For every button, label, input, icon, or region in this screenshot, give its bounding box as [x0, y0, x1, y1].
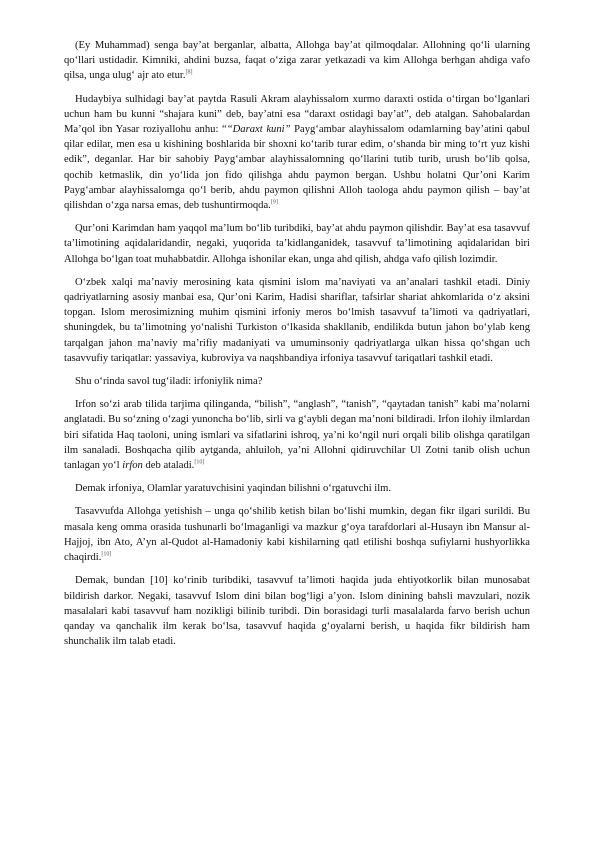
paragraph-text: Demak irfoniya, Olamlar yaratuvchisini yaqindan bilishni o‘rgatuvchi ilm.	[75, 483, 392, 495]
paragraph-9	[64, 573, 530, 649]
paragraph-text: Qur’oni Karimdan ham yaqqol ma’lum bo‘lib turibdiki, bay’at ahdu paymon qilishdir. Bay’at esa tasavvuf ta’limotining aqidalaridandir, negaki, yuqorida ta’kidlanganidek, tasavvuf ta’limotining aqidalaridan biri Allohga bo‘lgan toat muhabbatdir. Allohga ishonilar ekan, unga ahd qilish, ahdga vafo qilish lozimdir.	[64, 223, 530, 265]
footnote-ref[interactable]: [9]	[270, 199, 278, 206]
footnote-ref[interactable]: [10]	[101, 551, 112, 558]
paragraph-4	[64, 275, 530, 366]
paragraph-text: Payg‘ambar alayhissalom odamlarning bay’atini qabul qilar edilar, men esa u kishining boshlarida bir shoxni ko‘tarib turar edim, o‘shanda bir ming to‘rt yuz kishi edik”, deganlar. Har bir sahobiy Payg‘ambar alayhissalomning qo‘llarini tutib turib, urush bo‘lib qolsa, qochib ketmaslik, din yo‘lida jon fido qilishga ahdu paymon bergan. Ushbu holatni Qur’oni Karim Payg‘ambar alayhissalomga qo‘l berib, ahdu paymon qilishni Alloh taologa ahdu paymon qilish – bay’at qilishdan o‘zga narsa emas, deb tushuntirmoqda.	[64, 124, 530, 212]
paragraph-2	[64, 92, 530, 214]
emphasis-text: irfon	[122, 460, 143, 472]
document-body	[64, 38, 530, 657]
paragraph-text: Demak, bundan [10] ko‘rinib turibdiki, tasavvuf ta’limoti haqida juda ehtiyotkorlik bilan munosabat bildirish darkor. Negaki, tasavvuf Islom dini bilan bog‘ligi a’yon. Islom dinining bahsli mavzulari, nozik masalalari kabi tasavvuf ham nozikligi bilinib turibdi. Din borasidagi turli masalalarda farvo berish uchun qanday va qanchalik ilm kerak bo‘lsa, tasavvuf haqida g‘oyalarni berish, u haqida fikr bildirish ham shunchalik ilm talab etadi.	[64, 575, 530, 648]
paragraph-text: Irfon so‘zi arab tilida tarjima qilinganda, “bilish”, “anglash”, “tanish”, “qaytadan tanish” kabi ma’nolarni anglatadi. Bu so‘zning o‘zagi yunoncha bo‘lib, sirli va g‘aybli degan ma’noni bildiradi. Irfon ilohiy ilmlardan biri sifatida Haq taoloni, uning ismlari va sifatlarini ishroq, ya’ni ko‘ngil nuri orqali bilib olishga qaratilgan ilm sanaladi. Boshqacha qilib aytganda, ahluiloh, ya’ni Allohni qidiruvchilar Ul Zotni tanib olish uchun tanlagan yo‘l	[64, 399, 530, 472]
paragraph-1	[64, 38, 530, 84]
paragraph-text: (Ey Muhammad) senga bay’at berganlar, albatta, Allohga bay’at qilmoqdalar. Allohning qo‘li ularning qo‘llari ustidadir. Kimniki, ahdini buzsa, faqat o‘ziga zarar yetkazadi va kim Allohga berhgan ahdiga vafo qilsa, unga ulug‘ ajr ato etur.	[64, 40, 530, 82]
paragraph-text: Shu o‘rinda savol tug‘iladi: irfoniylik nima?	[75, 376, 263, 388]
paragraph-6	[64, 397, 530, 473]
paragraph-5	[64, 374, 530, 389]
paragraph-8	[64, 504, 530, 565]
paragraph-7	[64, 481, 530, 496]
footnote-ref[interactable]: [10]	[194, 459, 205, 466]
paragraph-3	[64, 221, 530, 267]
emphasis-text: “Daraxt kuni”	[226, 124, 291, 136]
paragraph-text: Hudaybiya sulhidagi bay’at paytda Rasuli Akram alayhissalom xurmo daraxti ostida o‘tirgan bo‘lganlari uchun ham bu kunni “shajara kuni” deb, bay’atni esa “daraxt ostidagi bay’at”, deb atalgan. Sahobalardan Ma’qol ibn Yasar roziyallohu anhu: “	[64, 93, 530, 136]
footnote-ref[interactable]: [8]	[185, 69, 193, 76]
paragraph-text: O‘zbek xalqi ma’naviy merosining kata qismini islom ma’naviyati va an’analari tashkil etadi. Diniy qadriyatlarning asosiy manbai esa, Qur’oni Karim, Hadisi shariflar, tafsirlar shariat ahkomlarida o‘z aksini topgan. Islom merosimizning muhim qismini irfoniy meros bo‘lmish tasavvuf ta’limoti va qadriyatlari, shuningdek, bu ta’limotning yo‘nalishi Turkiston o‘lkasida shakllanib, endilikda butun jahon bo‘ylab keng tarqalgan jahon ma’naviy ma’rifiy madaniyati va umuminsoniy qadriyatlarga ulkan hissa qo‘shgan uch tasavvufiy tariqatlar: yassaviya, kubroviya va naqshbandiya irfoniya tasavvuf tariqatlari tashkil etadi.	[64, 276, 530, 364]
paragraph-text: deb ataladi.	[142, 460, 195, 472]
paragraph-text: Tasavvufda Allohga yetishish – unga qo‘shilib ketish bilan bo‘lishi mumkin, degan fikr ilgari surildi. Bu masala keng omma orasida tushunarli bo‘lmaganligi va mazkur g‘oya tarafdorlari al-Husayn ibn Mansur al-Hajjoj, ibn Ato, A’yn al-Qudot al-Hamadoniy kabi kishilarning qatl etilishi boshqa sufiylarni hushyorlikka chaqirdi.	[64, 506, 530, 564]
